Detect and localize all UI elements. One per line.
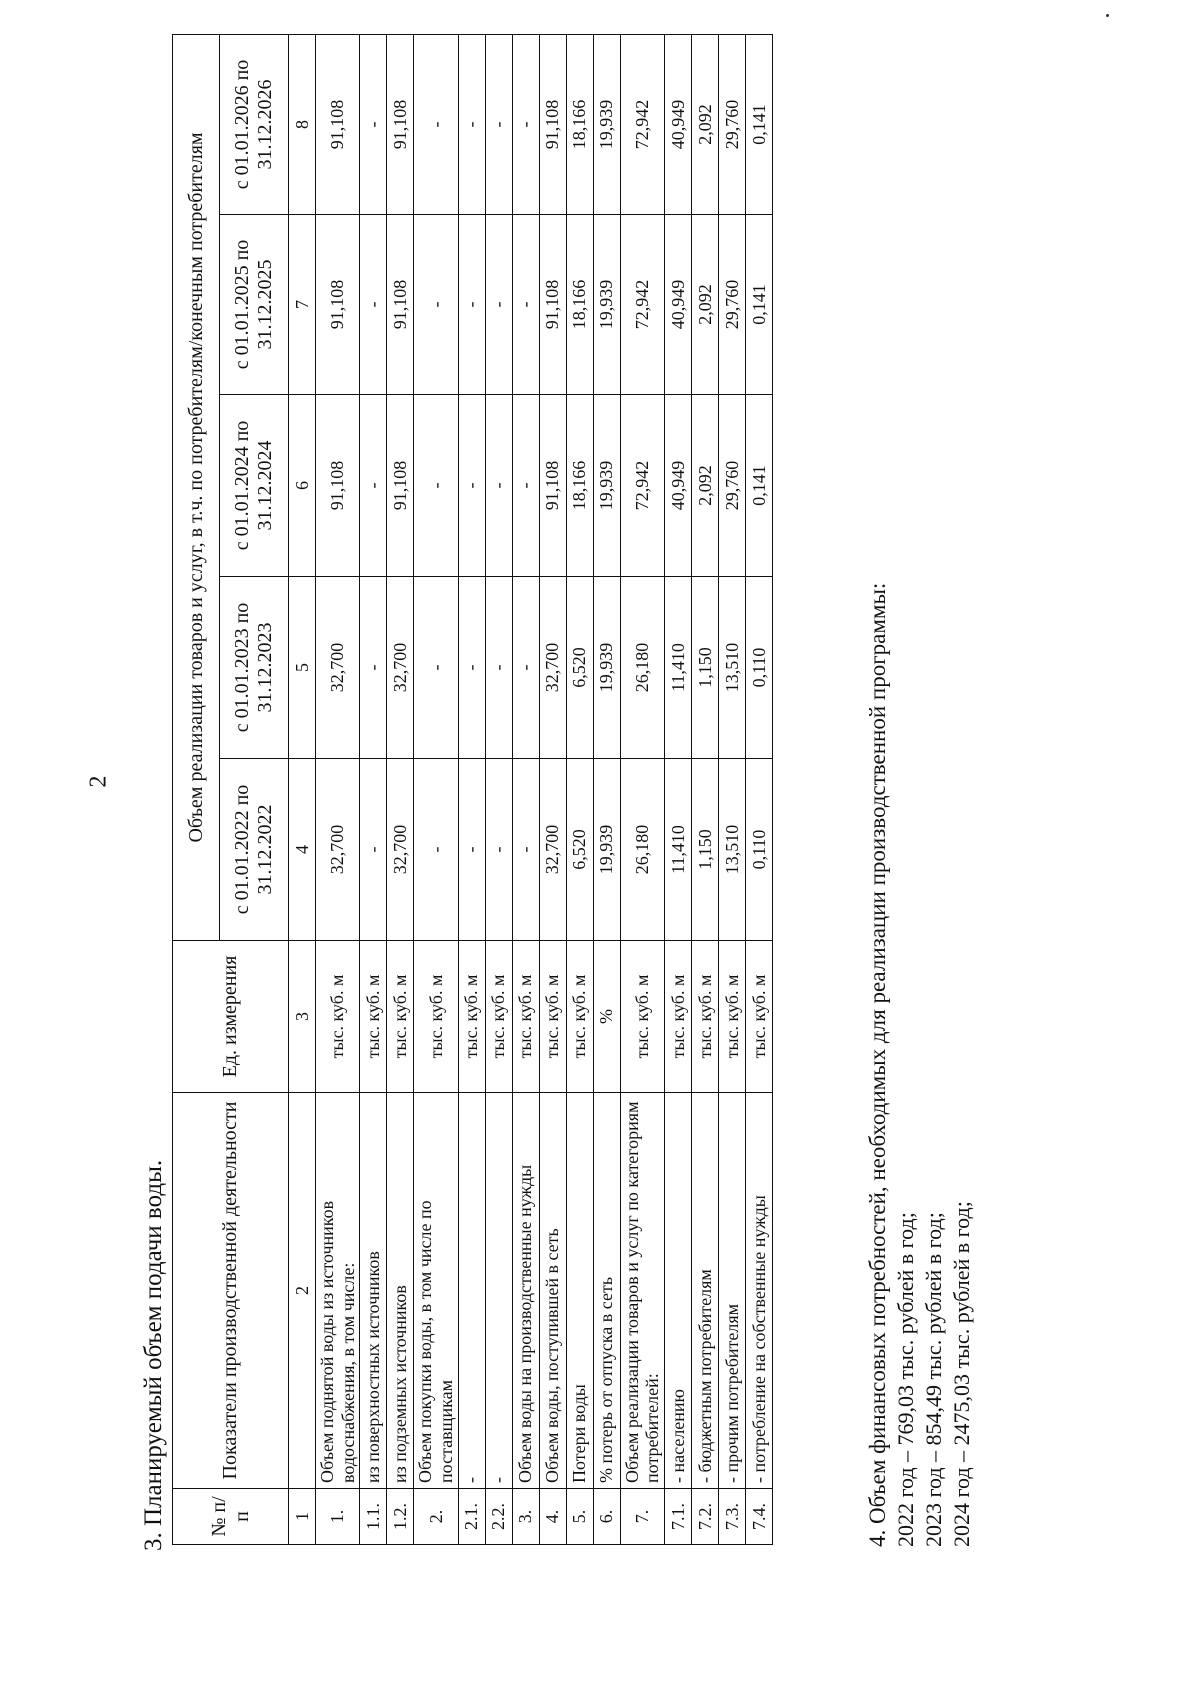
- row-indicator: - потребление на собственные нужды: [746, 1093, 773, 1489]
- table-row: [512, 34, 539, 1544]
- row-value: 18,166: [566, 34, 593, 214]
- table-row: [593, 34, 620, 1544]
- row-value: 19,939: [593, 759, 620, 941]
- row-value: 32,700: [387, 577, 414, 759]
- header-period-2023: с 01.01.2023 по 31.12.2023: [220, 577, 289, 759]
- row-number: 5.: [566, 1489, 593, 1545]
- row-value: 19,939: [593, 34, 620, 214]
- table-row: [746, 34, 773, 1544]
- row-value: 0,141: [746, 215, 773, 395]
- row-number: 4.: [539, 1489, 566, 1545]
- row-indicator: - населению: [665, 1093, 692, 1489]
- column-number: 7: [289, 215, 316, 395]
- table-row: [539, 34, 566, 1544]
- row-number: 1.2.: [387, 1489, 414, 1545]
- header-unit: Ед. измерения: [173, 941, 289, 1093]
- row-number: 6.: [593, 1489, 620, 1545]
- row-indicator: - прочим потребителям: [719, 1093, 746, 1489]
- row-value: -: [512, 395, 539, 577]
- header-number: № п/п: [173, 1489, 289, 1545]
- row-value: -: [414, 395, 458, 577]
- row-value: 18,166: [566, 215, 593, 395]
- row-value: 0,110: [746, 577, 773, 759]
- row-number: 7.2.: [692, 1489, 719, 1545]
- row-value: 11,410: [665, 577, 692, 759]
- row-indicator: Объем поднятой воды из источников водоснабжения, в том числе:: [316, 1093, 360, 1489]
- row-value: -: [360, 395, 387, 577]
- table-row: [566, 34, 593, 1544]
- row-value: 19,939: [593, 577, 620, 759]
- row-value: 91,108: [316, 34, 360, 214]
- row-value: -: [458, 395, 485, 577]
- row-value: 72,942: [620, 34, 664, 214]
- row-value: 32,700: [387, 759, 414, 941]
- row-value: -: [458, 34, 485, 214]
- row-value: 11,410: [665, 759, 692, 941]
- row-value: 2,092: [692, 215, 719, 395]
- row-unit: тыс. куб. м: [539, 941, 566, 1093]
- row-value: -: [512, 577, 539, 759]
- row-value: -: [360, 34, 387, 214]
- row-value: 91,108: [316, 215, 360, 395]
- row-value: 91,108: [316, 395, 360, 577]
- row-value: -: [512, 759, 539, 941]
- row-number: 7.: [620, 1489, 664, 1545]
- row-indicator: из подземных источников: [387, 1093, 414, 1489]
- table-row: [360, 34, 387, 1544]
- row-value: -: [512, 215, 539, 395]
- section-4-title: 4. Объем финансовых потребностей, необходимых для реализации производственной программы:: [865, 582, 890, 1547]
- row-indicator: из поверхностных источников: [360, 1093, 387, 1489]
- row-value: 32,700: [316, 577, 360, 759]
- row-value: -: [458, 215, 485, 395]
- column-number: 3: [289, 941, 316, 1093]
- financial-need-2023: 2023 год – 854,49 тыс. рублей в год;: [921, 1212, 946, 1547]
- row-indicator: Объем реализации товаров и услуг по категориям потребителей:: [620, 1093, 664, 1489]
- header-indicator: Показатели производственной деятельности: [173, 1093, 289, 1489]
- water-supply-volume-table: [172, 34, 773, 1545]
- row-value: 1,150: [692, 759, 719, 941]
- row-value: 29,760: [719, 215, 746, 395]
- row-value: 0,110: [746, 759, 773, 941]
- row-value: -: [485, 759, 512, 941]
- row-indicator: Объем воды на производственные нужды: [512, 1093, 539, 1489]
- row-unit: тыс. куб. м: [316, 941, 360, 1093]
- row-number: 7.4.: [746, 1489, 773, 1545]
- row-value: 19,939: [593, 215, 620, 395]
- row-value: 29,760: [719, 395, 746, 577]
- table-body: [316, 34, 773, 1544]
- financial-needs-section: [864, 47, 976, 1547]
- row-indicator: -: [458, 1093, 485, 1489]
- row-number: 7.1.: [665, 1489, 692, 1545]
- row-value: -: [360, 759, 387, 941]
- row-value: -: [485, 577, 512, 759]
- row-unit: тыс. куб. м: [414, 941, 458, 1093]
- row-number: 2.2.: [485, 1489, 512, 1545]
- row-value: 91,108: [539, 215, 566, 395]
- header-period-2026: с 01.01.2026 по 31.12.2026: [220, 34, 289, 214]
- column-number: 2: [289, 1093, 316, 1489]
- row-value: -: [458, 759, 485, 941]
- row-value: -: [414, 577, 458, 759]
- row-value: 6,520: [566, 577, 593, 759]
- row-value: 29,760: [719, 34, 746, 214]
- rotated-landscape-content: [140, 15, 1040, 1555]
- table-row: [316, 34, 360, 1544]
- row-number: 1.1.: [360, 1489, 387, 1545]
- row-unit: %: [593, 941, 620, 1093]
- financial-need-2022: 2022 год – 769,03 тыс. рублей в год;: [893, 1212, 918, 1547]
- row-number: 3.: [512, 1489, 539, 1545]
- row-value: -: [414, 215, 458, 395]
- row-value: 26,180: [620, 577, 664, 759]
- row-value: 6,520: [566, 759, 593, 941]
- financial-need-2024: 2024 год – 2475,03 тыс. рублей в год;: [949, 1201, 974, 1547]
- row-value: 91,108: [539, 34, 566, 214]
- column-number: 8: [289, 34, 316, 214]
- header-sales-volume: Объем реализации товаров и услуг, в т.ч. по потребителям/конечным потребителям: [173, 34, 220, 940]
- header-period-2025: с 01.01.2025 по 31.12.2025: [220, 215, 289, 395]
- table-row: [620, 34, 664, 1544]
- row-unit: тыс. куб. м: [692, 941, 719, 1093]
- row-value: 72,942: [620, 215, 664, 395]
- row-value: 40,949: [665, 215, 692, 395]
- row-value: -: [485, 215, 512, 395]
- row-value: 18,166: [566, 395, 593, 577]
- table-row: [387, 34, 414, 1544]
- row-value: -: [414, 759, 458, 941]
- table-row: [719, 34, 746, 1544]
- table-row: [692, 34, 719, 1544]
- column-number: 1: [289, 1489, 316, 1545]
- row-value: 19,939: [593, 395, 620, 577]
- row-value: 91,108: [539, 395, 566, 577]
- row-indicator: % потерь от отпуска в сеть: [593, 1093, 620, 1489]
- row-value: -: [512, 34, 539, 214]
- section-3-title: 3. Планируемый объем подачи воды.: [140, 1159, 167, 1551]
- row-value: 32,700: [539, 577, 566, 759]
- page-number: 2: [85, 775, 112, 788]
- row-indicator: Объем воды, поступившей в сеть: [539, 1093, 566, 1489]
- row-unit: тыс. куб. м: [566, 941, 593, 1093]
- row-value: -: [485, 395, 512, 577]
- row-unit: тыс. куб. м: [665, 941, 692, 1093]
- row-value: -: [485, 34, 512, 214]
- table-row: [485, 34, 512, 1544]
- row-number: 7.3.: [719, 1489, 746, 1545]
- row-unit: тыс. куб. м: [620, 941, 664, 1093]
- row-value: 0,141: [746, 395, 773, 577]
- row-number: 1.: [316, 1489, 360, 1545]
- header-period-2022: с 01.01.2022 по 31.12.2022: [220, 759, 289, 941]
- row-value: -: [458, 577, 485, 759]
- table-row: [458, 34, 485, 1544]
- row-value: 26,180: [620, 759, 664, 941]
- row-unit: тыс. куб. м: [387, 941, 414, 1093]
- row-value: -: [360, 577, 387, 759]
- row-value: -: [414, 34, 458, 214]
- row-value: 0,141: [746, 34, 773, 214]
- row-unit: тыс. куб. м: [512, 941, 539, 1093]
- row-indicator: Объем покупки воды, в том числе по поставщикам: [414, 1093, 458, 1489]
- table-row: [665, 34, 692, 1544]
- row-number: 2.1.: [458, 1489, 485, 1545]
- header-period-2024: с 01.01.2024 по 31.12.2024: [220, 395, 289, 577]
- table-row: [414, 34, 458, 1544]
- scan-speck: [1106, 14, 1109, 17]
- row-unit: тыс. куб. м: [458, 941, 485, 1093]
- row-unit: тыс. куб. м: [360, 941, 387, 1093]
- row-unit: тыс. куб. м: [485, 941, 512, 1093]
- row-value: -: [360, 215, 387, 395]
- row-value: 32,700: [316, 759, 360, 941]
- row-value: 32,700: [539, 759, 566, 941]
- row-number: 2.: [414, 1489, 458, 1545]
- row-indicator: - бюджетным потребителям: [692, 1093, 719, 1489]
- row-value: 2,092: [692, 395, 719, 577]
- row-value: 13,510: [719, 577, 746, 759]
- row-value: 40,949: [665, 34, 692, 214]
- column-number: 5: [289, 577, 316, 759]
- row-value: 72,942: [620, 395, 664, 577]
- row-unit: тыс. куб. м: [719, 941, 746, 1093]
- row-value: 91,108: [387, 34, 414, 214]
- row-value: 2,092: [692, 34, 719, 214]
- row-value: 91,108: [387, 215, 414, 395]
- row-indicator: -: [485, 1093, 512, 1489]
- row-value: 13,510: [719, 759, 746, 941]
- row-unit: тыс. куб. м: [746, 941, 773, 1093]
- column-number: 4: [289, 759, 316, 941]
- column-number: 6: [289, 395, 316, 577]
- row-indicator: Потери воды: [566, 1093, 593, 1489]
- row-value: 91,108: [387, 395, 414, 577]
- row-value: 1,150: [692, 577, 719, 759]
- row-value: 40,949: [665, 395, 692, 577]
